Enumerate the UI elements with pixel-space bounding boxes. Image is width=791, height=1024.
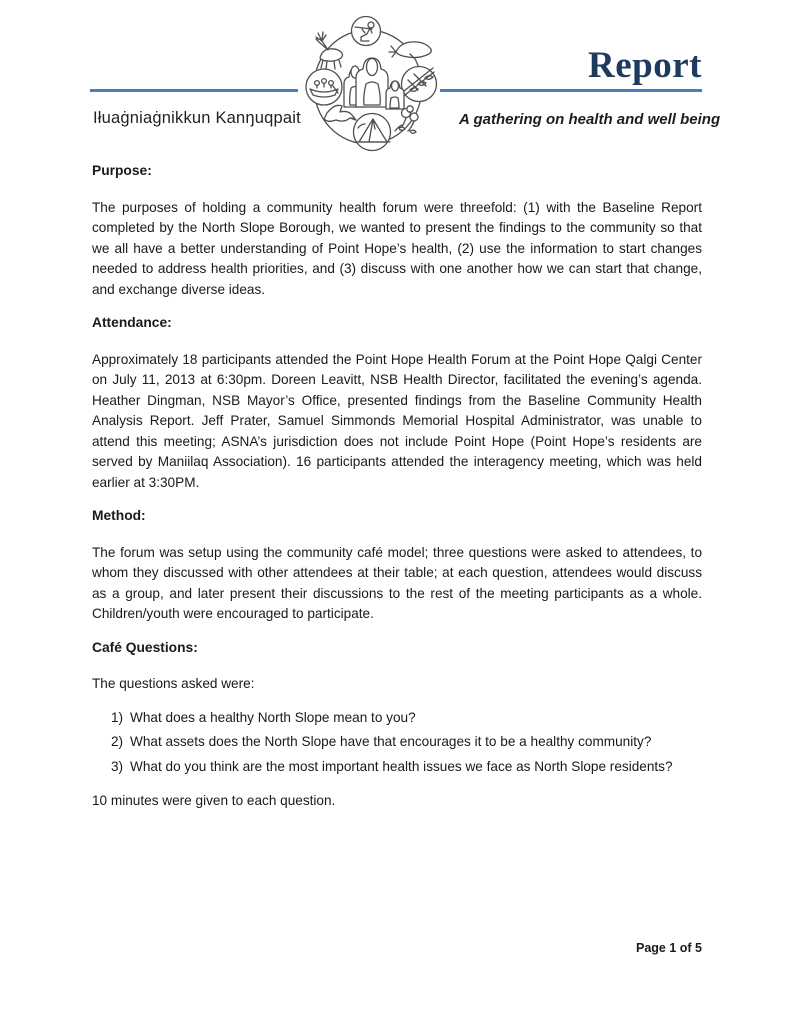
- boat-crew-icon: [306, 69, 342, 105]
- community-circle-logo-svg: [298, 10, 440, 160]
- question-text-3: What do you think are the most important health issues we face as North Slope residents?: [130, 758, 673, 774]
- caribou-icon: [316, 32, 343, 69]
- question-text-2: What assets does the North Slope have that encourages it to be a healthy community?: [130, 734, 652, 749]
- question-timing-note: 10 minutes were given to each question.: [92, 793, 336, 808]
- page-title: Report: [588, 45, 702, 86]
- purpose-paragraph: The purposes of holding a community health forum were threefold: (1) with the Baseline Report completed by the North Slope Borough, we wanted to present the findings to the community so that we all have a better understanding of Point Hope’s health, (2) use the information to start changes needed to address health priorities, and (3) discuss with one another how we can start that change, and exchange diverse ideas.: [92, 199, 702, 297]
- header-tagline: A gathering on health and well being: [459, 111, 721, 128]
- question-number-3: 3): [111, 758, 124, 774]
- question-text-1: What does a healthy North Slope mean to you?: [130, 709, 416, 725]
- family-figures: [344, 58, 404, 109]
- whale-icon: [389, 42, 431, 58]
- section-heading-attendance: Attendance:: [92, 315, 172, 330]
- fish-rack-icon: [402, 67, 437, 102]
- section-heading-cafe-questions: Café Questions:: [92, 639, 198, 655]
- org-name: Iłuaġniaġnikkun Kanŋuqpait: [93, 109, 301, 127]
- hunter-icon: [352, 17, 381, 46]
- community-circle-logo: [298, 10, 440, 160]
- cafe-question-item-2: [92, 732, 702, 753]
- method-paragraph: The forum was setup using the community café model; three questions were asked to attendees, to whom they discussed with other attendees at their table; at each question, attendees would discuss as a group, and later present their discussions to the rest of the meeting participants as a whole. Children/youth were encouraged to participate.: [92, 544, 702, 621]
- question-number-1: 1): [111, 709, 124, 725]
- cafe-question-item-1: [92, 708, 702, 729]
- question-number-2: 2): [111, 734, 124, 749]
- flowers-icon: [395, 106, 418, 133]
- tent-camp-icon: [354, 114, 391, 151]
- cafe-question-item-3: [92, 757, 702, 778]
- goose-icon: [324, 105, 356, 121]
- cafe-questions-list: [92, 708, 702, 778]
- cafe-questions-intro: The questions asked were:: [92, 676, 255, 691]
- document-body: [92, 161, 702, 825]
- attendance-paragraph: Approximately 18 participants attended the Point Hope Health Forum at the Point Hope Qalgi Center on July 11, 2013 at 6:30pm. Doreen Leavitt, NSB Health Director, facilitated the evening’s agenda. Heather Dingman, NSB Mayor’s Office, presented findings from the Baseline Community Health Analysis Report. Jeff Prater, Samuel Simmonds Memorial Hospital Administrator, was unable to attend this meeting; ASNA’s jurisdiction does not include Point Hope (Point Hope’s residents are served by Maniilaq Association). 16 participants attended the interagency meeting, which was held earlier at 3:30PM.: [92, 351, 702, 490]
- section-heading-purpose: Purpose:: [92, 163, 152, 178]
- section-heading-method: Method:: [92, 508, 146, 523]
- page-number: Page 1 of 5: [636, 941, 702, 955]
